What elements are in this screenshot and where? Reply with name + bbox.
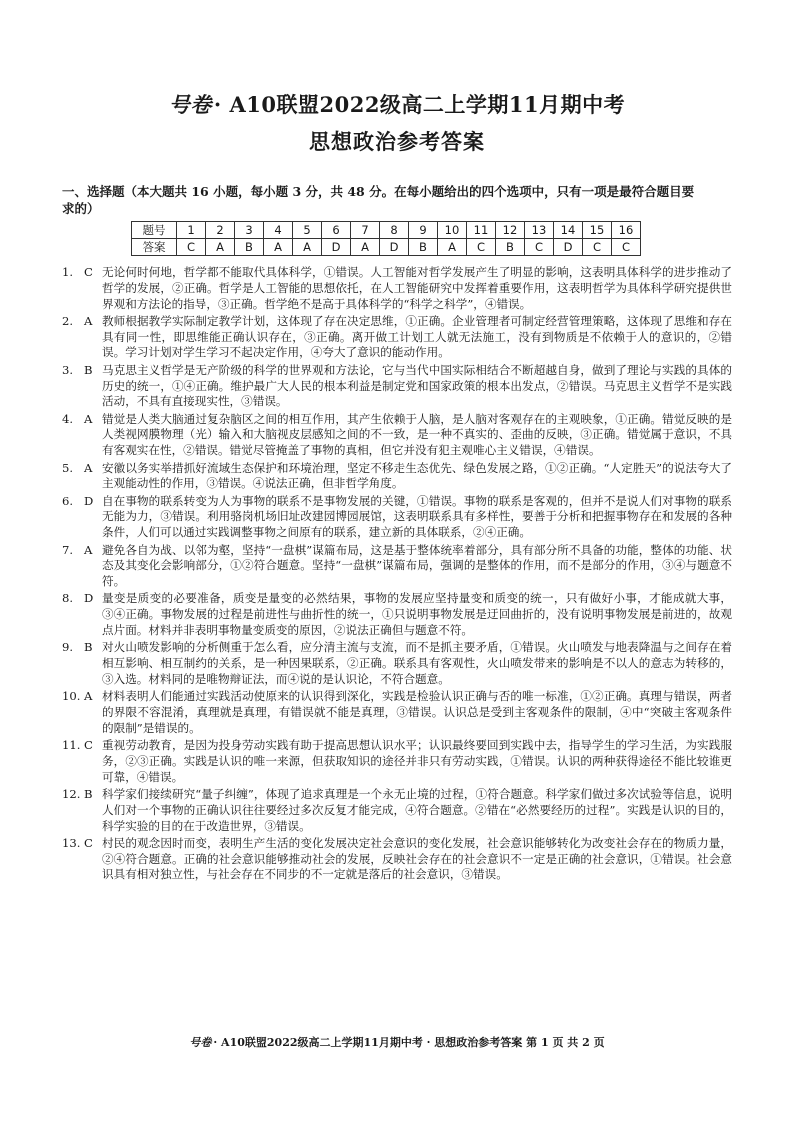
answer-letter: C (84, 738, 93, 753)
question-number: 11. (62, 738, 81, 753)
question-number: 3. (62, 362, 74, 377)
answer-key-table-wrap (131, 221, 641, 256)
question-number: 8. (62, 591, 74, 606)
answer-letter: B (84, 787, 93, 801)
explanation-item (62, 461, 732, 493)
question-number-row (132, 222, 641, 239)
explanation-item (62, 689, 732, 736)
question-number-cell: 13 (525, 222, 554, 239)
explanation-text: 避免各自为战、以邻为壑，坚持“一盘棋”谋篇布局，这是基于整体统率着部分，具有部分所不具备的功能，整体的功能、状态及其变化会影响部分，①②符合题意。坚持“一盘棋”谋篇布局，强调的是整体的作用，而不是部分的作用，③④与题意不符。 (102, 542, 732, 589)
question-number-header: 题号 (132, 222, 177, 239)
answer-row (132, 239, 641, 256)
document-subtitle: 思想政治参考答案 (309, 129, 485, 154)
explanation-item (62, 591, 732, 638)
question-number-cell: 8 (380, 222, 409, 239)
answer-cell: B (496, 239, 525, 256)
question-number: 2. (62, 313, 74, 328)
question-number-cell: 10 (438, 222, 467, 239)
explanation-item (62, 314, 732, 361)
explanation-text: 错觉是人类大脑通过复杂脑区之间的相互作用，其产生依赖于人脑，是人脑对客观存在的主观映象，①正确。错觉反映的是人类视网膜物理（光）输入和大脑视皮层感知之间的不一致，是一种不真实的、歪曲的反映，③正确。错觉属于意识，不具有客观实在性，②错误。错觉尽管掩盖了事物的真相，但它并没有犯主观唯心主义错误，④错误。 (102, 411, 732, 458)
explanation-text: 自在事物的联系转变为人为事物的联系不是事物发展的关键，①错误。事物的联系是客观的，但并不是说人们对事物的联系无能为力，③错误。利用骆岗机场旧址改建园博园展馆，这表明联系具有多样性，要善于分析和把握事物存在和发展的各种条件，人们可以通过实践调整事物之间原有的联系，建立新的具体联系，②④正确。 (102, 493, 732, 540)
answer-cell: A (351, 239, 380, 256)
question-number: 10. (62, 689, 81, 704)
explanation-text: 对火山喷发影响的分析侧重于怎么看，应分清主流与支流，而不是抓主要矛盾，①错误。火山喷发与地表降温与之间存在着相互影响、相互制约的关系，是一种因果联系，②正确。联系具有客观性，火山喷发带来的影响是不以人的意志为转移的，③入选。材料同的是唯物辩证法，而④说的是认识论，不符合题意。 (102, 640, 732, 686)
answer-letter: A (84, 411, 93, 426)
explanation-item (62, 787, 732, 834)
exam-title (0, 92, 794, 118)
question-number: 4. (62, 411, 74, 426)
answer-cell: D (322, 239, 351, 256)
document-header (0, 92, 794, 156)
question-number: 1. (62, 265, 74, 279)
question-number-cell: 9 (409, 222, 438, 239)
explanation-text: 科学家们接续研究“量子纠缠”，体现了追求真理是一个永无止境的过程，①符合题意。科学家们做过多次试验等信息，说明人们对一个事物的正确认识往往要经过多次反复才能完成，④符合题意。②错在“必然要经历的过程”。实践是认识的目的，科学实验的目的在于改造世界，③错误。 (102, 787, 732, 833)
answer-letter: C (84, 265, 93, 279)
answer-header: 答案 (132, 239, 177, 256)
explanation-item (62, 543, 732, 590)
footer-text: · A10联盟2022级高二上学期11月期中考 · 思想政治参考答案 第 1 页 共 2 页 (213, 1036, 605, 1049)
explanation-text: 材料表明人们能通过实践活动使原来的认识得到深化，实践是检验认识正确与否的唯一标准，①②正确。真理与错误，两者的界限不容混淆，真理就是真理，有错误就不能是真理，③错误。认识总是受到主客观条件的限制，④中“突破主客观条件的限制”是错误的。 (102, 689, 732, 735)
answer-letter: A (84, 460, 93, 475)
answer-cell: C (612, 239, 641, 256)
answer-letter: A (84, 313, 93, 328)
question-number-cell: 6 (322, 222, 351, 239)
section-heading: 一、选择题（本大题共 16 小题，每小题 3 分，共 48 分。在每小题给出的四个选项中，只有一项是最符合题目要求的） (62, 184, 695, 216)
explanation-text: 教师根据教学实际制定教学计划，这体现了存在决定思维，①正确。企业管理者可制定经营管理策略，这体现了思维和存在具有同一性，即思维能正确认识存在，③正确。离开做工计划工人就无法施工，没有到物质是不依赖于人的意识的，②错误。学习计划对学生学习不起决定作用，④夸大了意识的能动作用。 (102, 313, 732, 360)
question-number-cell: 11 (467, 222, 496, 239)
answer-cell: A (264, 239, 293, 256)
question-number-cell: 14 (554, 222, 583, 239)
explanation-item (62, 494, 732, 541)
explanation-text: 量变是质变的必要准备，质变是量变的必然结果，事物的发展应坚持量变和质变的统一，只有做好小事，才能成就大事，③④正确。事物发展的过程是前进性与曲折性的统一，①只说明事物发展是迂回曲折的，没有说明事物发展是前进的，故观点片面。材料并非表明事物量变质变的原因，②说法正确但与题意不符。 (102, 591, 732, 638)
explanation-item (62, 265, 732, 312)
answer-cell: C (467, 239, 496, 256)
footer-logo: 号卷 (189, 1036, 212, 1049)
question-number-cell: 16 (612, 222, 641, 239)
answer-letter: A (84, 689, 93, 704)
question-number: 13. (62, 835, 81, 850)
explanation-item (62, 640, 732, 687)
question-number-cell: 3 (235, 222, 264, 239)
answer-explanations (62, 265, 732, 885)
question-number-cell: 7 (351, 222, 380, 239)
page-footer (0, 1034, 794, 1050)
answer-cell: A (293, 239, 322, 256)
question-number: 7. (62, 542, 74, 557)
answer-letter: D (84, 493, 94, 508)
question-number-cell: 4 (264, 222, 293, 239)
answer-cell: B (235, 239, 264, 256)
answer-cell: C (525, 239, 554, 256)
question-number-cell: 12 (496, 222, 525, 239)
explanation-text: 安徽以务实举措抓好流域生态保护和环境治理，坚定不移走生态优先、绿色发展之路，①②正确。“人定胜天”的说法夸大了主观能动性的作用，③错误。④说法正确，但非哲学角度。 (102, 460, 732, 491)
question-number-cell: 1 (177, 222, 206, 239)
explanation-text: 村民的观念因时而变，表明生产生活的变化发展决定社会意识的变化发展，社会意识能够转化为改变社会存在的物质力量，②④符合题意。正确的社会意识能够推动社会的发展，反映社会存在的社会意识不一定是正确的社会意识，①错误。社会意识具有相对独立性，与社会存在不同步的不一定就是落后的社会意识，③错误。 (102, 835, 732, 882)
exam-title-text: · A10联盟2022级高二上学期11月期中考 (213, 92, 626, 117)
explanation-text: 重视劳动教育，是因为投身劳动实践有助于提高思想认识水平；认识最终要回到实践中去，指导学生的学习生活，为实践服务，②③正确。实践是认识的唯一来源，但获取知识的途径并非只有劳动实践，①错误。认识的两种获得途径不能比较谁更可靠，④错误。 (102, 738, 732, 784)
answer-letter: A (84, 542, 93, 557)
explanation-item (62, 738, 732, 785)
question-number-cell: 5 (293, 222, 322, 239)
answer-cell: D (380, 239, 409, 256)
question-number: 6. (62, 493, 74, 508)
question-number-cell: 2 (206, 222, 235, 239)
explanation-text: 马克思主义哲学是无产阶级的科学的世界观和方法论，它与当代中国实际相结合不断超越自身，做到了理论与实践的具体的历史的统一，①④正确。维护最广大人民的根本利益是制定党和国家政策的根本出发点，②错误。马克思主义哲学不是实践活动，不具有直接现实性，③错误。 (102, 362, 732, 409)
answer-letter: B (84, 640, 93, 655)
explanation-text: 无论何时何地，哲学都不能取代具体科学，①错误。人工智能对哲学发展产生了明显的影响，这表明具体科学的进步推动了哲学的发展，②正确。哲学是人工智能的思想依托，在人工智能研究中发挥着重要作用，这表明哲学为具体科学研究提供世界观和方法论的指导，③正确。哲学绝不是高于具体科学的“科学之科学”，④错误。 (102, 265, 732, 311)
answer-cell: B (409, 239, 438, 256)
question-number: 5. (62, 460, 74, 475)
answer-key-table (131, 221, 641, 256)
explanation-item (62, 836, 732, 883)
answer-letter: D (84, 591, 94, 606)
answer-cell: A (206, 239, 235, 256)
question-number: 9. (62, 640, 74, 655)
answer-cell: D (554, 239, 583, 256)
question-number: 12. (62, 787, 81, 801)
answer-cell: A (438, 239, 467, 256)
brand-logo: 号卷 (168, 92, 212, 117)
explanation-item (62, 412, 732, 459)
answer-letter: B (84, 362, 93, 377)
question-number-cell: 15 (583, 222, 612, 239)
explanation-item (62, 363, 732, 410)
answer-cell: C (177, 239, 206, 256)
answer-cell: C (583, 239, 612, 256)
answer-letter: C (84, 835, 93, 850)
